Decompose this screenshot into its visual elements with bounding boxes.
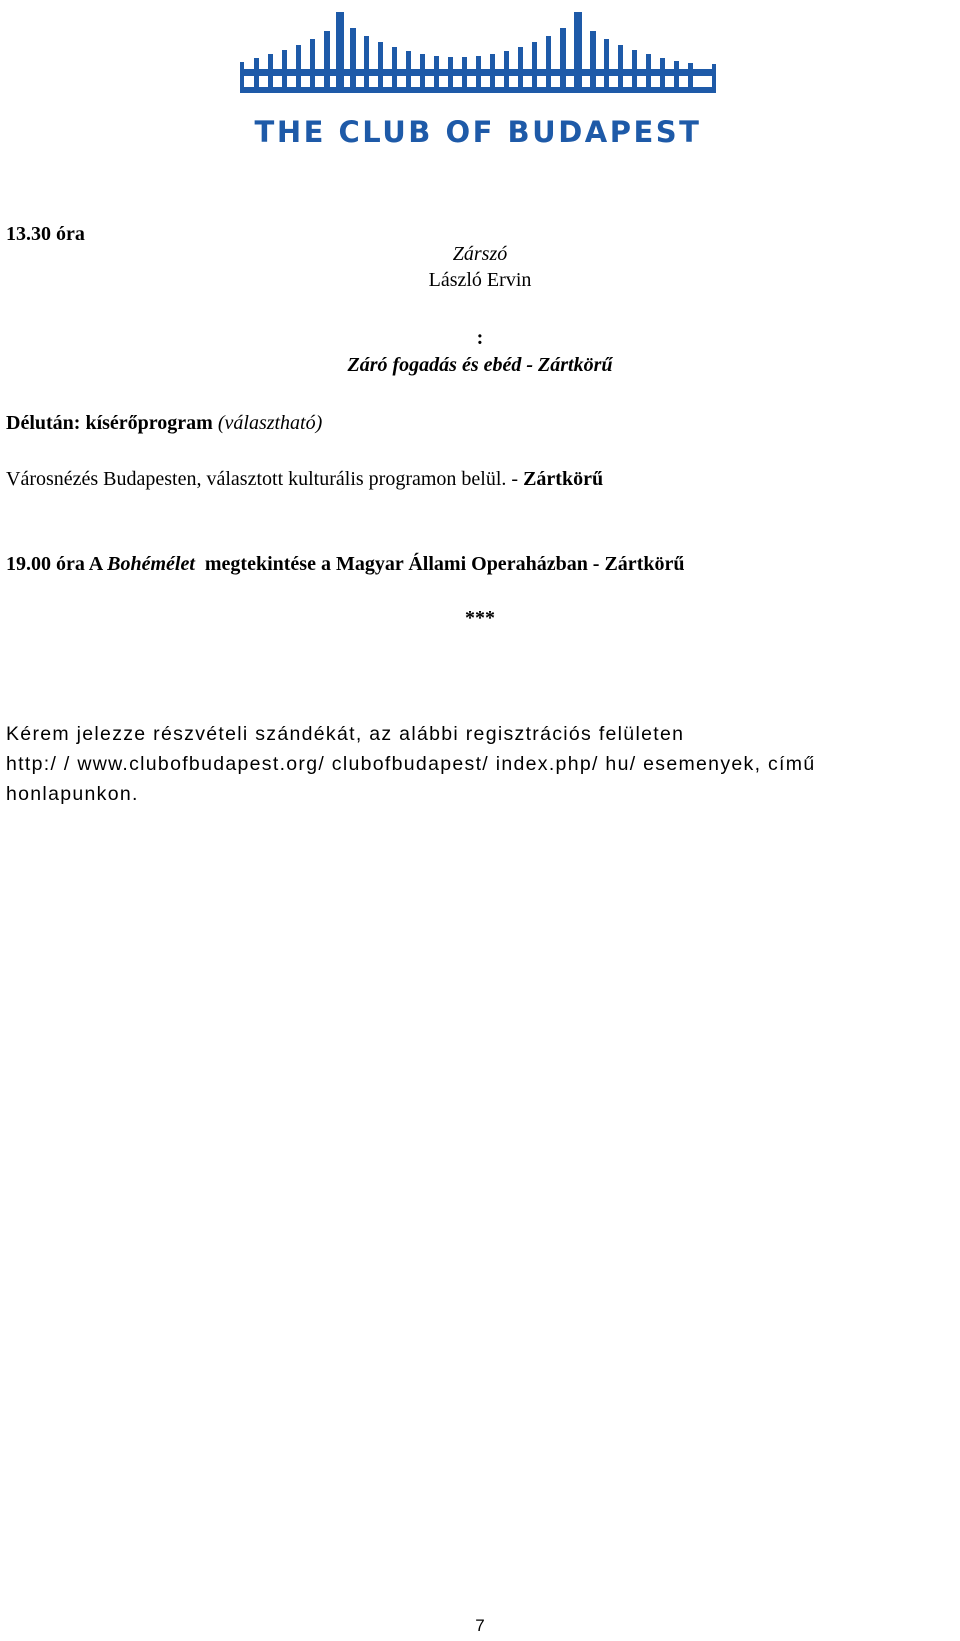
afternoon-label: Délután: kísérőprogram [6,412,213,434]
evening-time: 19.00 óra A [6,553,103,575]
closing-speaker: László Ervin [428,269,532,291]
afternoon-optional: (választható) [217,412,323,434]
closing-title: Zárszó [452,243,508,265]
registration-paragraph [6,719,956,809]
afternoon-program [6,411,322,435]
page-number: 7 [475,1616,485,1635]
club-of-budapest-logo [240,12,716,147]
registration-url-line[interactable]: http:/ / www.clubofbudapest.org/ clubofbudapest/ index.php/ hu/ esemenyek, című [6,753,816,775]
evening-title: Bohémélet [107,553,195,575]
bridge-bars-icon [240,12,716,102]
reception-line: Záró fogadás és ebéd - Zártkörű [347,354,613,376]
registration-line-1: Kérem jelezze részvételi szándékát, az alábbi regisztrációs felületen [6,723,685,745]
evening-line [6,552,684,576]
sightseeing-line [6,467,603,491]
sightseeing-text: Városnézés Budapesten, választott kulturális programon belül. - [6,468,519,490]
separator: *** [465,607,495,629]
time-1330: 13.30 óra [6,223,85,245]
colon-mark: : [476,327,484,349]
sightseeing-closed: Zártkörű [523,468,604,490]
evening-text: megtekintése a Magyar Állami Operaházban - Zártkörű [204,553,685,575]
registration-line-3: honlapunkon. [6,783,139,805]
logo-text: THE CLUB OF BUDAPEST [254,115,702,149]
